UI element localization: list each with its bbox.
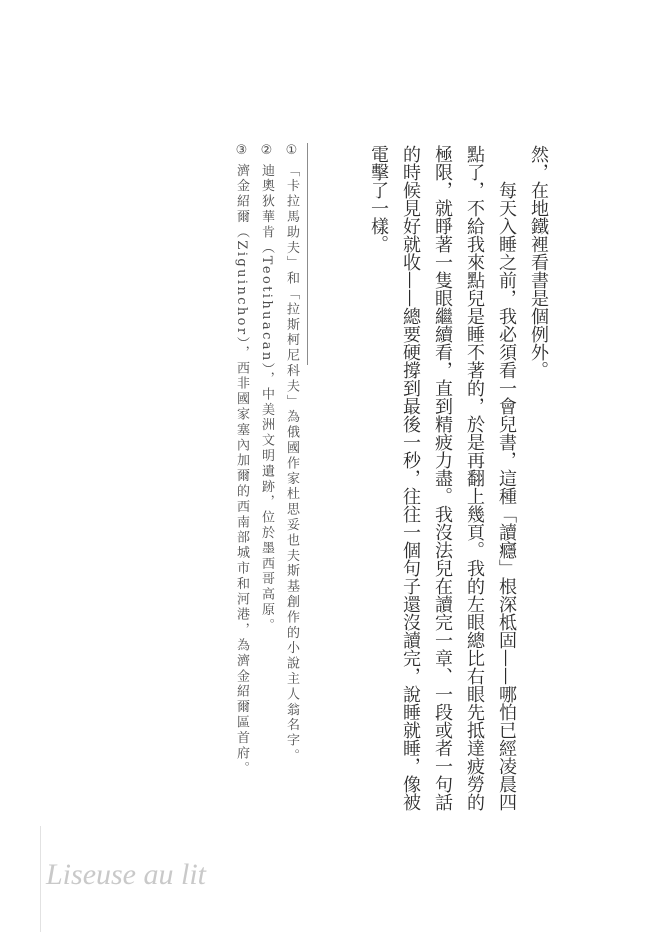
footnote-3 — [235, 143, 248, 777]
text-column-1: 然，在地鐵裡看書是個例外。 — [528, 145, 549, 379]
text-column-2: 每天入睡之前，我必須看一會兒書，這種「讀癮」根深柢固——哪怕已經凌晨四 — [496, 181, 517, 811]
text-column-4: 極限，就睜著一隻眼繼續看，直到精疲力盡。我沒法兒在讀完一章、一段或者一句話 — [432, 145, 453, 811]
text-column-6: 電擊了一樣。 — [368, 145, 389, 253]
running-title: Liseuse au lit — [46, 858, 207, 891]
footnote-2 — [260, 143, 273, 633]
margin-rule — [40, 826, 41, 932]
text-column-3: 點了，不給我來點兒是睡不著的，於是再翻上幾頁。我的左眼總比右眼先抵達疲勞的 — [464, 145, 485, 811]
footnote-marker: ① — [284, 143, 299, 161]
footnote-text: 濟金紹爾（Ziguinchor），西非國家塞內加爾的西南部城市和河港，為濟金紹爾區首府。 — [234, 163, 249, 777]
footnote-separator — [307, 143, 308, 365]
footnote-marker: ② — [259, 143, 274, 161]
footnote-1 — [285, 143, 298, 764]
text-column-5: 的時候見好就收——總要硬撐到最後一秒，往往一個句子還沒讀完，說睡就睡，像被 — [400, 145, 421, 811]
footnote-text: 「卡拉馬助夫」和「拉斯柯尼科夫」為俄國作家杜思妥也夫斯基創作的小說主人翁名字。 — [284, 163, 299, 765]
footnote-marker: ③ — [234, 143, 249, 161]
footnote-text: 迪奧狄華肯（Teotihuacan），中美洲文明遺跡，位於墨西哥高原。 — [259, 163, 274, 634]
